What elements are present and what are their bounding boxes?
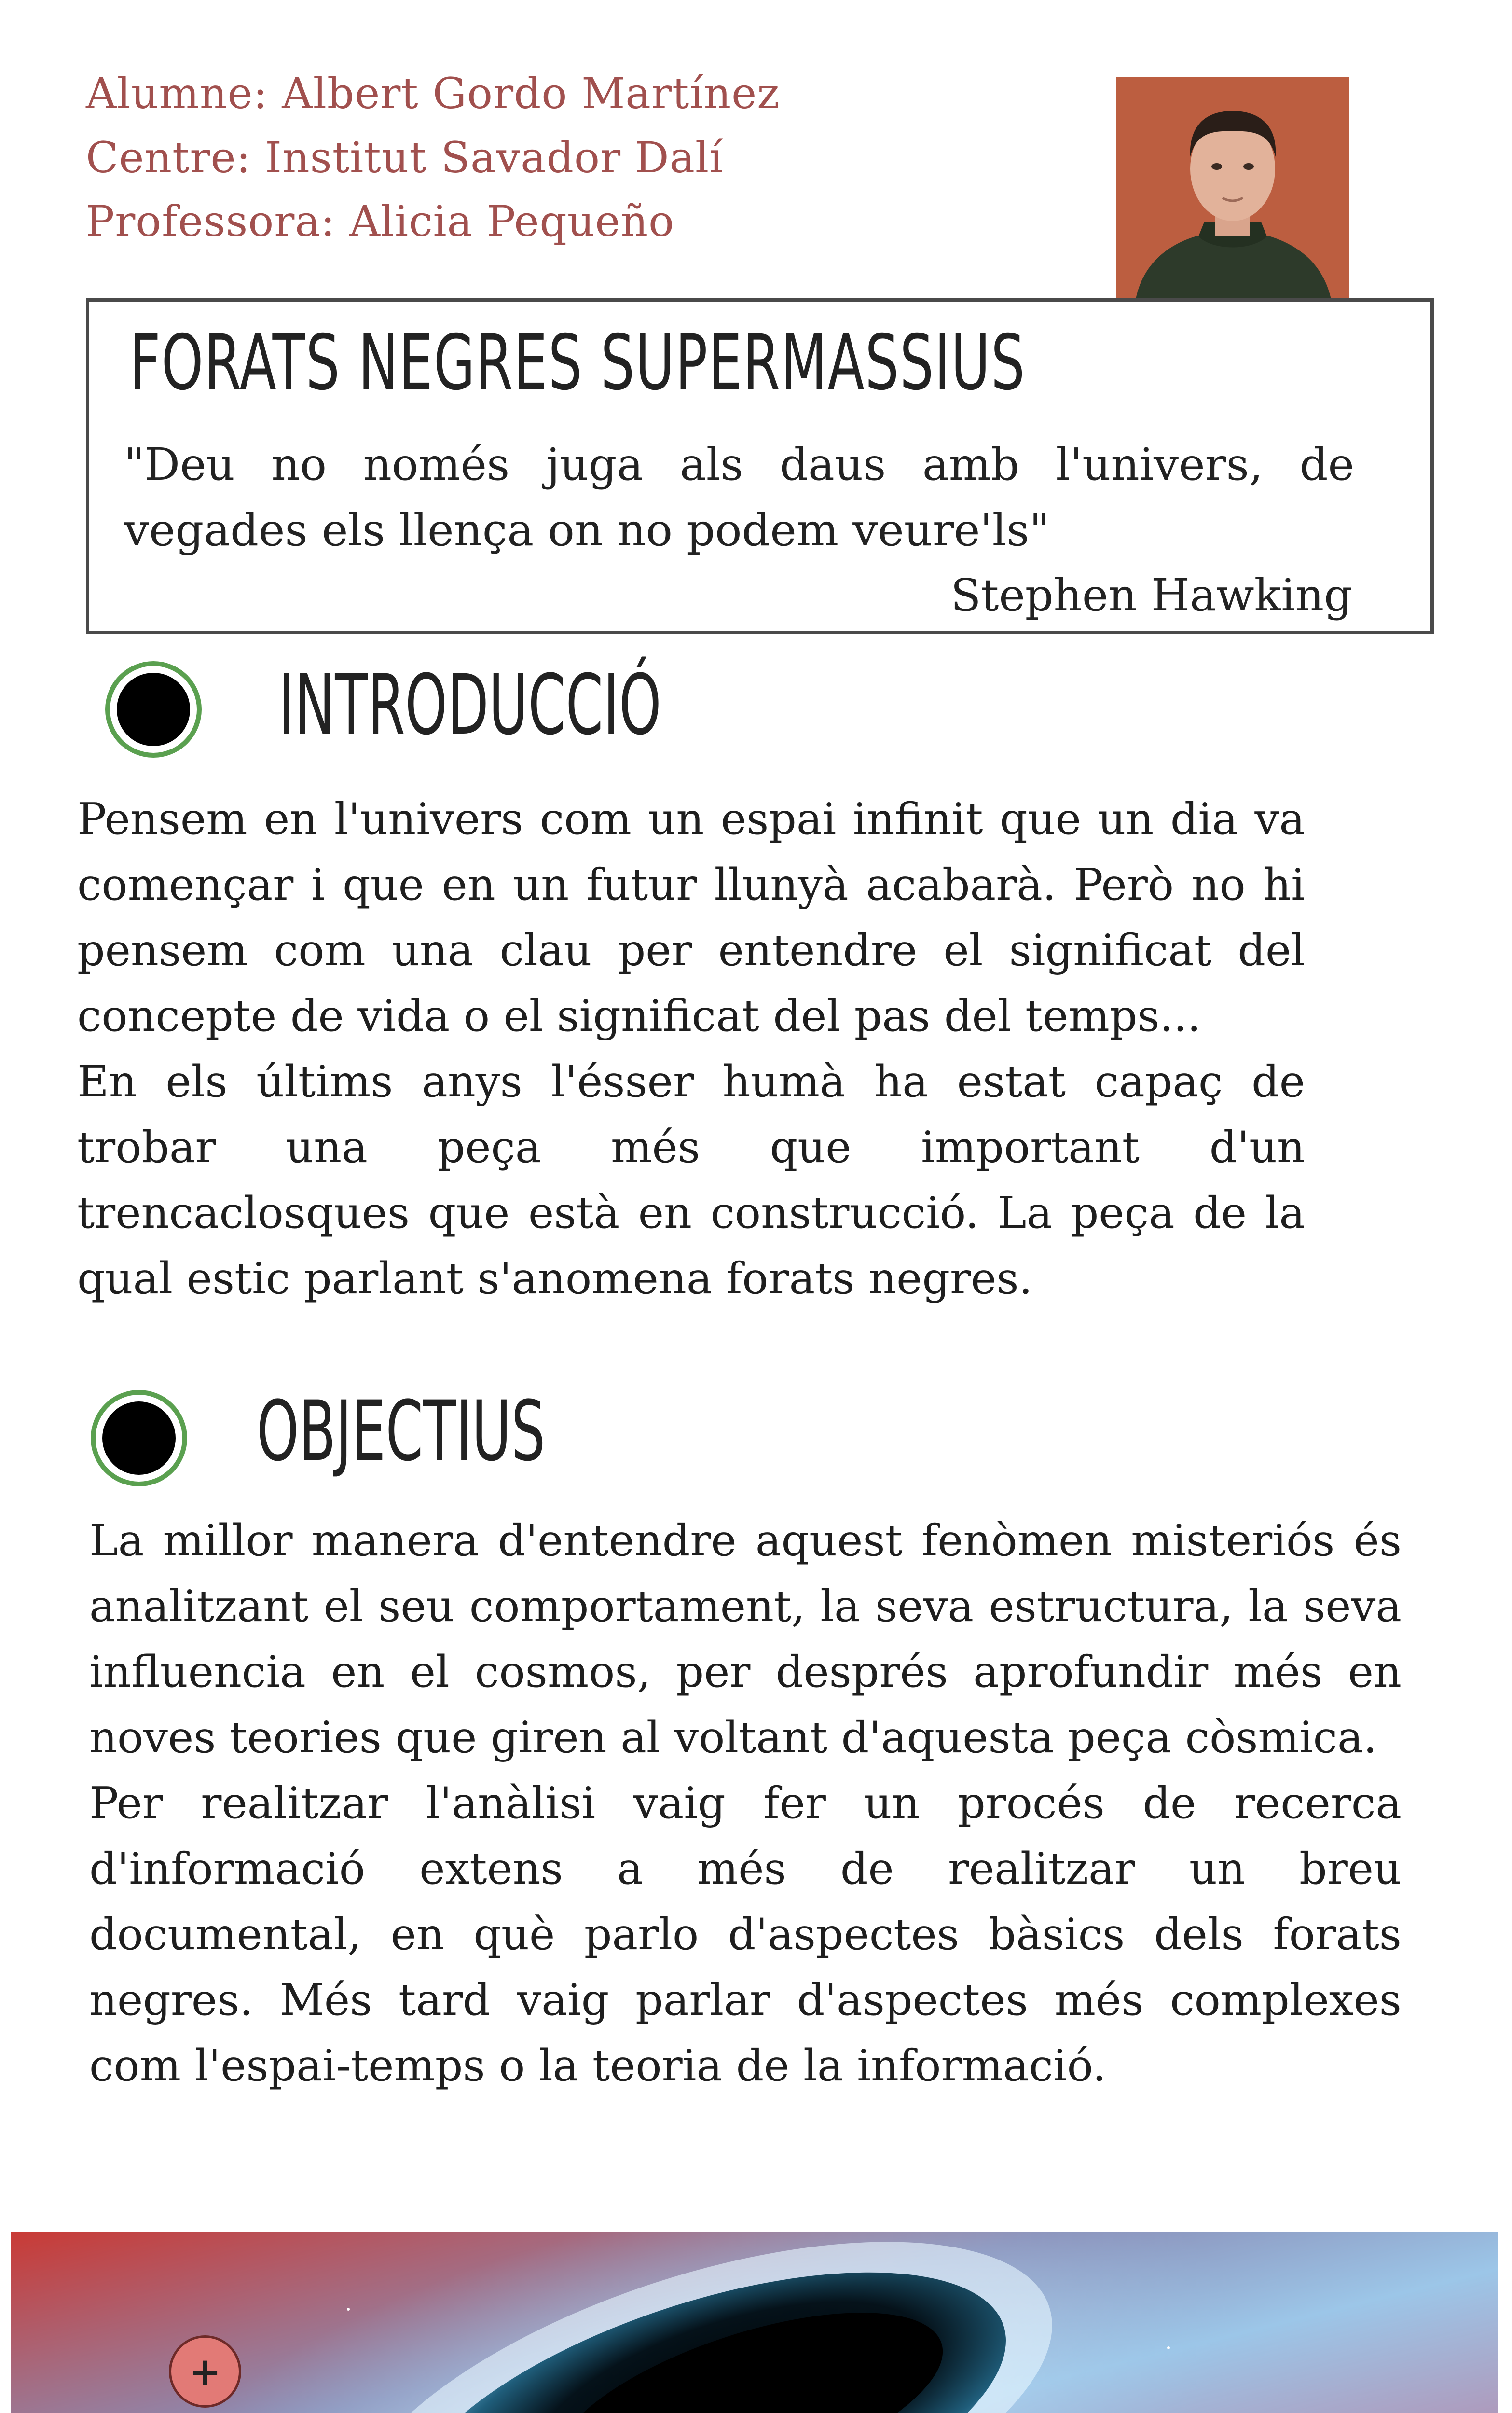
objectives-paragraph: La millor manera d'entendre aquest fenòmen misteriós és analitzant el seu comportament, la seva estructura, la seva influencia en el cosmos, per després aprofundir més en noves teories que giren al voltant d'aquesta peça còsmica. bbox=[89, 1515, 1402, 1763]
quote-text: "Deu no només juga als daus amb l'univers, de vegades els llença on no podem veure'ls" bbox=[124, 439, 1354, 556]
student-photo bbox=[1116, 77, 1349, 299]
introduction-paragraph: Pensem en l'univers com un espai infinit que un dia va començar i que en un futur llunyà acabarà. Però no hi pensem com una clau per entendre el significat del concepte de vida o el significat del pas del temps... bbox=[77, 794, 1305, 1041]
objectives-heading: OBJECTIUS bbox=[257, 1383, 546, 1480]
introduction-text bbox=[77, 787, 1305, 1312]
black-hole-image bbox=[11, 2232, 1498, 2413]
objectives-text bbox=[89, 1508, 1402, 2099]
quote-author: Stephen Hawking bbox=[950, 569, 1352, 621]
hotspot-plus-icon[interactable]: + bbox=[169, 2335, 241, 2408]
title-box bbox=[86, 298, 1434, 634]
student-portrait-image bbox=[1116, 77, 1349, 299]
poster-title: FORATS NEGRES SUPERMASSIUS bbox=[130, 319, 1026, 407]
section-bullet-icon bbox=[105, 661, 202, 758]
introduction-paragraph: En els últims anys l'ésser humà ha estat capaç de trobar una peça més que important d'un trencaclosques que està en construcció. La peça de la qual estic parlant s'anomena forats negres. bbox=[77, 1056, 1305, 1304]
student-name: Alumne: Albert Gordo Martínez bbox=[86, 69, 780, 118]
section-bullet-icon bbox=[91, 1390, 187, 1486]
school-name: Centre: Institut Savador Dalí bbox=[86, 133, 724, 182]
introduction-heading: INTRODUCCIÓ bbox=[279, 656, 661, 753]
objectives-paragraph: Per realitzar l'anàlisi vaig fer un procés de recerca d'informació extens a més de realitzar un breu documental, en què parlo d'aspectes bàsics dels forats negres. Més tard vaig parlar d'aspectes més complexes com l'espai-temps o la teoria de la informació. bbox=[89, 1778, 1402, 2091]
teacher-name: Professora: Alicia Pequeño bbox=[86, 196, 675, 246]
